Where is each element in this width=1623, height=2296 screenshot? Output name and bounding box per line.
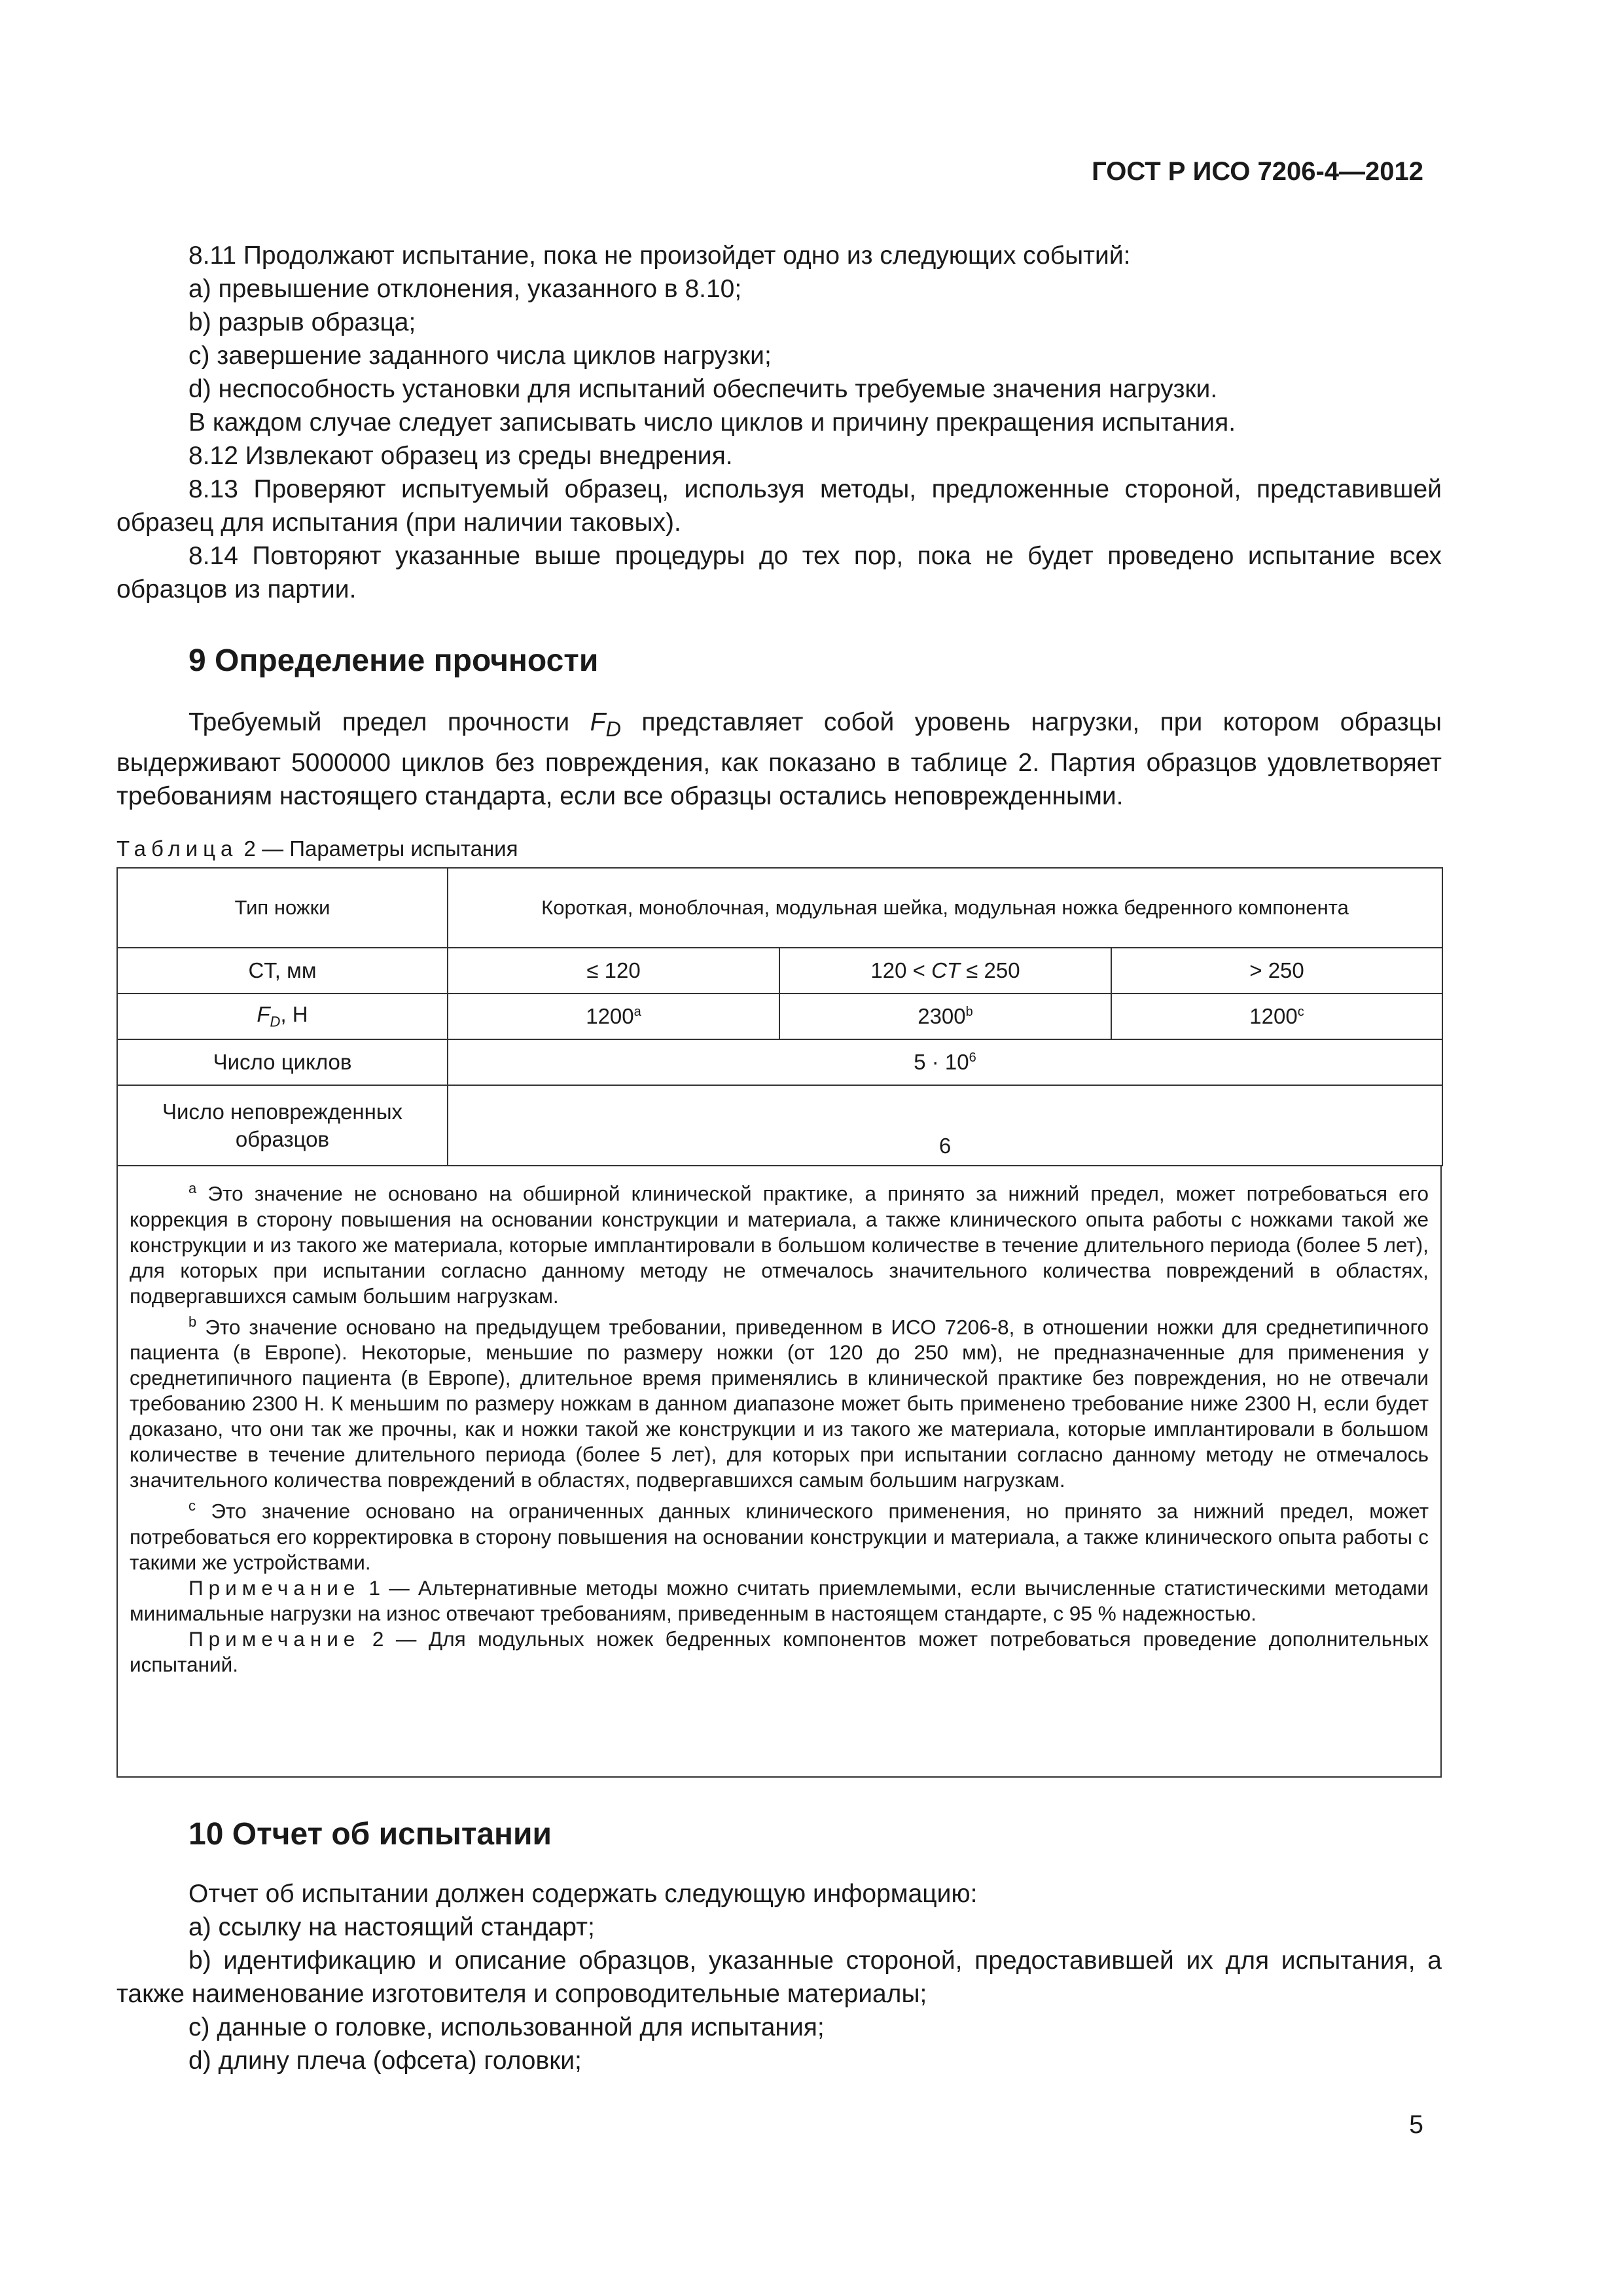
- cell-fd-3: 1200$^c$: [1111, 994, 1442, 1039]
- paragraph-8-11: 8.11 Продолжают испытание, пока не произойдет одно из следующих событий:: [188, 242, 1131, 270]
- table-row: [117, 868, 1442, 948]
- paragraph-8-12: 8.12 Извлекают образец из среды внедрения.: [188, 442, 733, 470]
- cell-fd-label: $F_D$, Н: [117, 994, 448, 1039]
- section-10-title: 10 Отчет об испытании: [188, 1817, 552, 1852]
- cell-ct-1: ≤ 120: [448, 948, 779, 994]
- cell-fd-1: 1200$^a$: [448, 994, 779, 1039]
- report-item-b: b) идентификацию и описание образцов, указанные стороной, предоставившей их для испытания, а также наименование изготовителя и сопроводительные материалы;: [116, 1946, 1442, 2008]
- cell-cycles-label: Число циклов: [117, 1039, 448, 1085]
- footnote-b: $^b$ Это значение основано на предыдущем требовании, приведенном в ИСО 7206-8, в отношении ножки для среднетипичного пациента (в Европе). Некоторые, меньшие по размеру ножки (от 120 до 250 мм), не предназначенные для применения у среднетипичного пациента (в Европе), длительное время применялись в клинической практике без повреждения, но не отвечали требованию 2300 Н. К меньшим по размеру ножкам в данном диапазоне может быть применено требование ниже 2300 Н, если будет доказано, что они так же прочны, как и ножки такой же конструкции и из такого же материала, которые имплантировали в большом количестве в течение длительного периода (более 5 лет), для которых при испытании согласно данному методу не отмечалось значительного количества повреждений в областях, подвергавшихся самым большим нагрузкам.: [130, 1313, 1429, 1492]
- note-1: Примечание 1 — Альтернативные методы можно считать приемлемыми, если вычисленные статистическими методами минимальные нагрузки на износ отвечают требованиям, приведенным в настоящем стандарте, с 95 % надежностью.: [130, 1575, 1429, 1625]
- report-item-c: c) данные о головке, использованной для испытания;: [188, 2013, 825, 2041]
- table-row: [117, 994, 1442, 1039]
- cell-ct-3: > 250: [1111, 948, 1442, 994]
- report-item-a: a) ссылку на настоящий стандарт;: [188, 1913, 595, 1941]
- paragraph-8-13: 8.13 Проверяют испытуемый образец, используя методы, предложенные стороной, представившей образец для испытания (при наличии таковых).: [116, 475, 1442, 537]
- table-row: [117, 948, 1442, 994]
- cell-ct-label: CT, мм: [117, 948, 448, 994]
- cell-undamaged-label: Число неповрежденных образцов: [117, 1085, 448, 1166]
- report-item-d: d) длину плеча (офсета) головки;: [188, 2047, 582, 2075]
- cell-fd-2: 2300$^b$: [779, 994, 1111, 1039]
- list-item-b: b) разрыв образца;: [188, 308, 416, 336]
- document-header: ГОСТ Р ИСО 7206-4—2012: [1092, 157, 1423, 186]
- table-row: [117, 1085, 1442, 1166]
- cell-cycles-value: $5 \cdot 10^6$: [448, 1039, 1442, 1085]
- cell-type-value: Короткая, моноблочная, модульная шейка, модульная ножка бедренного компонента: [448, 868, 1442, 948]
- list-item-a: a) превышение отклонения, указанного в 8.10;: [188, 275, 742, 303]
- list-item-c: c) завершение заданного числа циклов нагрузки;: [188, 342, 772, 370]
- cell-type-label: Тип ножки: [117, 868, 448, 948]
- page-number: 5: [1409, 2111, 1423, 2139]
- note-2: Примечание 2 — Для модульных ножек бедренных компонентов может потребоваться проведение дополнительных испытаний.: [130, 1626, 1429, 1676]
- footnote-a: $^a$ Это значение не основано на обширной клинической практике, а принято за нижний предел, может потребоваться его коррекция в сторону повышения на основании конструкции и материала, а также клинического опыта работы с ножками такой же конструкции и из такого же материала, которые имплантировали в большом количестве в течение длительного периода (более 5 лет), для которых при испытании согласно данному методу не отмечалось значительного количества повреждений в областях, подвергавшихся самым большим нагрузкам.: [130, 1180, 1429, 1308]
- section-9-intro: Требуемый предел прочности $F_D$ представляет собой уровень нагрузки, при котором образцы выдерживают 5000000 циклов без повреждения, как показано в таблице 2. Партия образцов удовлетворяет требованиям настоящего стандарта, если все образцы остались неповрежденными.: [116, 708, 1442, 810]
- parameters-table: [116, 867, 1443, 1166]
- paragraph-8-14: 8.14 Повторяют указанные выше процедуры до тех пор, пока не будет проведено испытание всех образцов из партии.: [116, 542, 1442, 603]
- paragraph-record: В каждом случае следует записывать число циклов и причину прекращения испытания.: [188, 408, 1236, 437]
- section-10-intro: Отчет об испытании должен содержать следующую информацию:: [188, 1880, 978, 1908]
- table-caption: Таблица 2 — Параметры испытания: [116, 836, 518, 861]
- footnote-c: $^c$ Это значение основано на ограниченных данных клинического применения, но принято за нижний предел, может потребоваться его корректировка в сторону повышения на основании конструкции и материала, а также клинического опыта работы с такими же устройствами.: [130, 1498, 1429, 1574]
- cell-ct-2: 120 < CT ≤ 250: [779, 948, 1111, 994]
- list-item-d: d) неспособность установки для испытаний обеспечить требуемые значения нагрузки.: [188, 375, 1218, 403]
- table-row: [117, 1039, 1442, 1085]
- section-9-title: 9 Определение прочности: [188, 643, 599, 678]
- cell-undamaged-value: 6: [448, 1085, 1442, 1166]
- table-footnotes: [116, 1165, 1442, 1778]
